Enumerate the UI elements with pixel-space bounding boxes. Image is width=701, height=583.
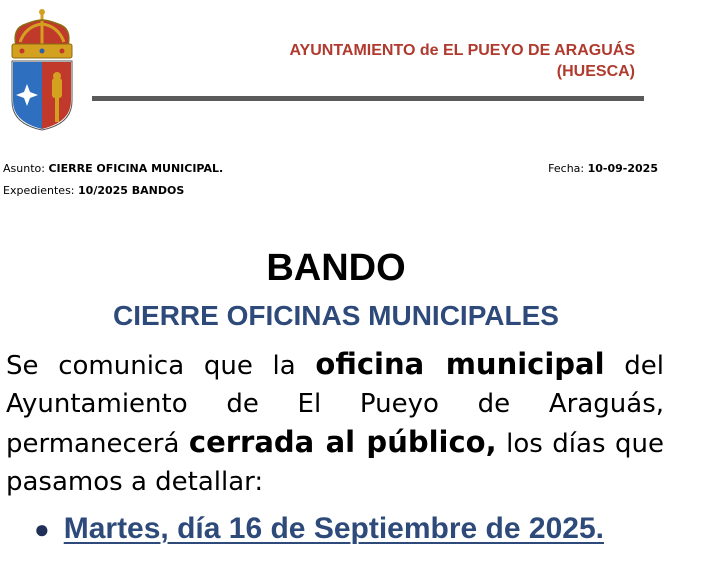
announcement-paragraph — [6, 345, 664, 501]
closure-date-text: Martes, día 16 de Septiembre de 2025. — [63, 512, 604, 545]
paragraph-text-2: del Ayuntamiento de El Pueyo de Araguás, permanecerá — [6, 351, 664, 459]
asunto-label: Asunto: — [3, 162, 45, 175]
document-subtitle: CIERRE OFICINAS MUNICIPALES — [113, 300, 559, 331]
paragraph-bold-closed: cerrada al público, — [188, 425, 497, 459]
header-divider — [92, 96, 644, 101]
crown-icon — [12, 9, 72, 58]
bullet-icon: ● — [34, 514, 50, 544]
paragraph-text-3: los días que pasamos a detallar: — [6, 429, 664, 497]
asunto-value: CIERRE OFICINA MUNICIPAL. — [48, 162, 224, 175]
fecha-value: 10-09-2025 — [587, 162, 658, 175]
asunto-line — [3, 162, 223, 175]
shield-icon — [12, 61, 72, 130]
expedientes-value: 10/2025 BANDOS — [78, 184, 185, 197]
org-name: AYUNTAMIENTO de EL PUEYO DE ARAGUÁS — [289, 42, 635, 59]
closure-date-list-item — [34, 512, 604, 546]
municipality-header — [289, 40, 635, 82]
expedientes-line — [3, 184, 184, 197]
municipal-coat-of-arms — [6, 6, 78, 132]
org-province: (HUESCA) — [556, 63, 635, 80]
paragraph-bold-office: oficina municipal — [315, 347, 605, 381]
document-title: BANDO — [266, 247, 406, 289]
fecha-label: Fecha: — [548, 162, 585, 175]
paragraph-text-1: Se comunica que la — [6, 351, 316, 381]
expedientes-label: Expedientes: — [3, 184, 75, 197]
fecha-line — [548, 162, 658, 175]
